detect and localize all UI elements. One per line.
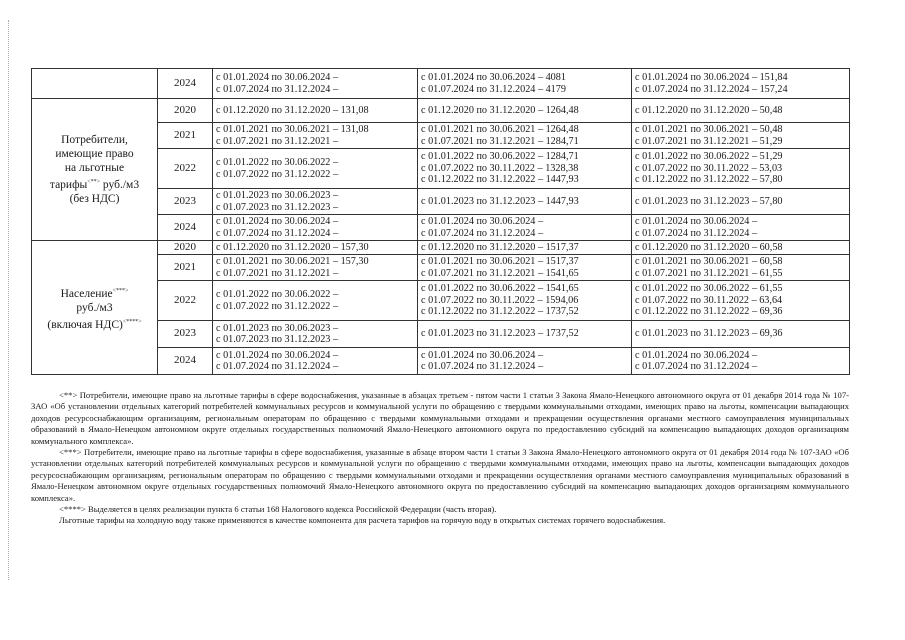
- table-row: [32, 69, 850, 99]
- tariff-cell: с 01.01.2021 по 30.06.2021 – 50,48 с 01.07.2021 по 31.12.2021 – 51,29: [632, 123, 850, 149]
- tariff-cell: с 01.01.2021 по 30.06.2021 – 1264,48 с 01.07.2021 по 31.12.2021 – 1284,71: [418, 123, 632, 149]
- tariff-cell: с 01.12.2020 по 31.12.2020 – 50,48: [632, 99, 850, 123]
- category-population: Население<***> руб./м3 (включая НДС)<****>: [32, 241, 158, 375]
- year-cell: 2021: [158, 255, 213, 281]
- tariff-cell: с 01.01.2023 по 31.12.2023 – 1447,93: [418, 189, 632, 215]
- tariff-cell: с 01.01.2023 по 31.12.2023 – 57,80: [632, 189, 850, 215]
- tariff-cell: с 01.01.2022 по 30.06.2022 – с 01.07.2022 по 31.12.2022 –: [213, 281, 418, 321]
- category-preferential: Потребители, имеющие право на льготные тарифы<**> руб./м3 (без НДС): [32, 99, 158, 241]
- year-cell: 2020: [158, 241, 213, 255]
- tariff-cell: с 01.01.2023 по 30.06.2023 – с 01.07.2023 по 31.12.2023 –: [213, 189, 418, 215]
- footnote-population: <***> Потребители, имеющие право на льготные тарифы в сфере водоснабжения, указанные в абзаце втором части 1 статьи 3 Закона Ямало-Ненецкого автономного округа от 01 декабря 2014 года № 107-ЗАО «Об установлении отдельных категорий потребителей коммунальных ресурсов и коммунальной услуги по обращению с твердыми коммунальными отходами, имеющих право на льготы, компенсации выпадающих доходов ресурсоснабжающим организациям, региональным операторам по обращению с твердыми коммунальными отходами и прекращении осуществления органами местного самоуправления муниципальных образований в Ямало-Ненецком автономном округе отдельных государственных полномочий Ямало-Ненецкого автономного округа по предоставлению субсидий на компенсацию выпадающих доходов организациям коммунального комплекса».: [31, 447, 849, 503]
- tariff-cell: с 01.01.2024 по 30.06.2024 – с 01.07.2024 по 31.12.2024 –: [418, 348, 632, 375]
- year-cell: 2022: [158, 281, 213, 321]
- tariff-cell: с 01.01.2023 по 31.12.2023 – 69,36: [632, 321, 850, 348]
- tariff-cell: с 01.01.2021 по 30.06.2021 – 131,08 с 01.07.2021 по 31.12.2021 –: [213, 123, 418, 149]
- tariff-cell: с 01.01.2021 по 30.06.2021 – 157,30 с 01.07.2021 по 31.12.2021 –: [213, 255, 418, 281]
- tariff-cell: с 01.01.2021 по 30.06.2021 – 60,58 с 01.07.2021 по 31.12.2021 – 61,55: [632, 255, 850, 281]
- footnote-vat: <****> Выделяется в целях реализации пункта 6 статьи 168 Налогового кодекса Российской Федерации (часть вторая).: [59, 504, 497, 515]
- year-cell: 2020: [158, 99, 213, 123]
- tariff-cell: с 01.12.2020 по 31.12.2020 – 1517,37: [418, 241, 632, 255]
- tariff-table: [31, 68, 850, 375]
- tariff-cell: с 01.12.2020 по 31.12.2020 – 157,30: [213, 241, 418, 255]
- tariff-cell: с 01.12.2020 по 31.12.2020 – 1264,48: [418, 99, 632, 123]
- tariff-cell: с 01.01.2022 по 30.06.2022 – 1284,71 с 01.07.2022 по 30.11.2022 – 1328,38 с 01.12.2022 по 31.12.2022 – 1447,93: [418, 149, 632, 189]
- tariff-cell: с 01.01.2022 по 30.06.2022 – 51,29 с 01.07.2022 по 30.11.2022 – 53,03 с 01.12.2022 по 31.12.2022 – 57,80: [632, 149, 850, 189]
- tariff-cell: с 01.01.2022 по 30.06.2022 – с 01.07.2022 по 31.12.2022 –: [213, 149, 418, 189]
- tariff-cell: с 01.01.2024 по 30.06.2024 – с 01.07.2024 по 31.12.2024 –: [632, 215, 850, 241]
- tariff-cell: с 01.01.2023 по 31.12.2023 – 1737,52: [418, 321, 632, 348]
- tariff-cell: с 01.01.2022 по 30.06.2022 – 1541,65 с 01.07.2022 по 30.11.2022 – 1594,06 с 01.12.2022 по 31.12.2022 – 1737,52: [418, 281, 632, 321]
- year-cell: 2024: [158, 69, 213, 99]
- year-cell: 2024: [158, 215, 213, 241]
- tariff-cell: с 01.01.2024 по 30.06.2024 – с 01.07.2024 по 31.12.2024 –: [632, 348, 850, 375]
- tariff-cell: с 01.01.2024 по 30.06.2024 – 4081 с 01.07.2024 по 31.12.2024 – 4179: [418, 69, 632, 99]
- tariff-cell: с 01.01.2024 по 30.06.2024 – с 01.07.2024 по 31.12.2024 –: [213, 215, 418, 241]
- footnotes: [31, 390, 849, 527]
- category-cell-empty: [32, 69, 158, 99]
- tariff-cell: с 01.01.2024 по 30.06.2024 – с 01.07.2024 по 31.12.2024 –: [418, 215, 632, 241]
- table-row: [32, 99, 850, 123]
- tariff-cell: с 01.01.2024 по 30.06.2024 – с 01.07.2024 по 31.12.2024 –: [213, 69, 418, 99]
- tariff-cell: с 01.01.2024 по 30.06.2024 – 151,84 с 01.07.2024 по 31.12.2024 – 157,24: [632, 69, 850, 99]
- year-cell: 2024: [158, 348, 213, 375]
- tariff-cell: с 01.01.2024 по 30.06.2024 – с 01.07.2024 по 31.12.2024 –: [213, 348, 418, 375]
- year-cell: 2023: [158, 189, 213, 215]
- tariff-cell: с 01.12.2020 по 31.12.2020 – 131,08: [213, 99, 418, 123]
- scan-edge-mark: [8, 20, 10, 580]
- year-cell: 2021: [158, 123, 213, 149]
- tariff-cell: с 01.01.2022 по 30.06.2022 – 61,55 с 01.07.2022 по 30.11.2022 – 63,64 с 01.12.2022 по 31.12.2022 – 69,36: [632, 281, 850, 321]
- tariff-cell: с 01.12.2020 по 31.12.2020 – 60,58: [632, 241, 850, 255]
- year-cell: 2022: [158, 149, 213, 189]
- tariff-cell: с 01.01.2021 по 30.06.2021 – 1517,37 с 01.07.2021 по 31.12.2021 – 1541,65: [418, 255, 632, 281]
- table-row: [32, 241, 850, 255]
- tariff-cell: с 01.01.2023 по 30.06.2023 – с 01.07.2023 по 31.12.2023 –: [213, 321, 418, 348]
- year-cell: 2023: [158, 321, 213, 348]
- footnote-hot-water: Льготные тарифы на холодную воду также применяются в качестве компонента для расчета тарифов на горячую воду в открытых системах горячего водоснабжения.: [59, 515, 666, 526]
- footnote-preferential: <**> Потребители, имеющие право на льготные тарифы в сфере водоснабжения, указанные в абзацах третьем - пятом части 1 статьи 3 Закона Ямало-Ненецкого автономного округа от 01 декабря 2014 года № 107-ЗАО «Об установлении отдельных категорий потребителей коммунальных ресурсов и коммунальной услуги по обращению с твердыми коммунальными отходами, имеющих право на льготы, компенсации выпадающих доходов ресурсоснабжающим организациям, региональным операторам по обращению с твердыми коммунальными отходами и прекращении осуществления органами местного самоуправления муниципальных образований в Ямало-Ненецком автономном округе отдельных государственных полномочий Ямало-Ненецкого автономного округа по предоставлению субсидий на компенсацию выпадающих доходов организациям коммунального комплекса».: [31, 390, 849, 446]
